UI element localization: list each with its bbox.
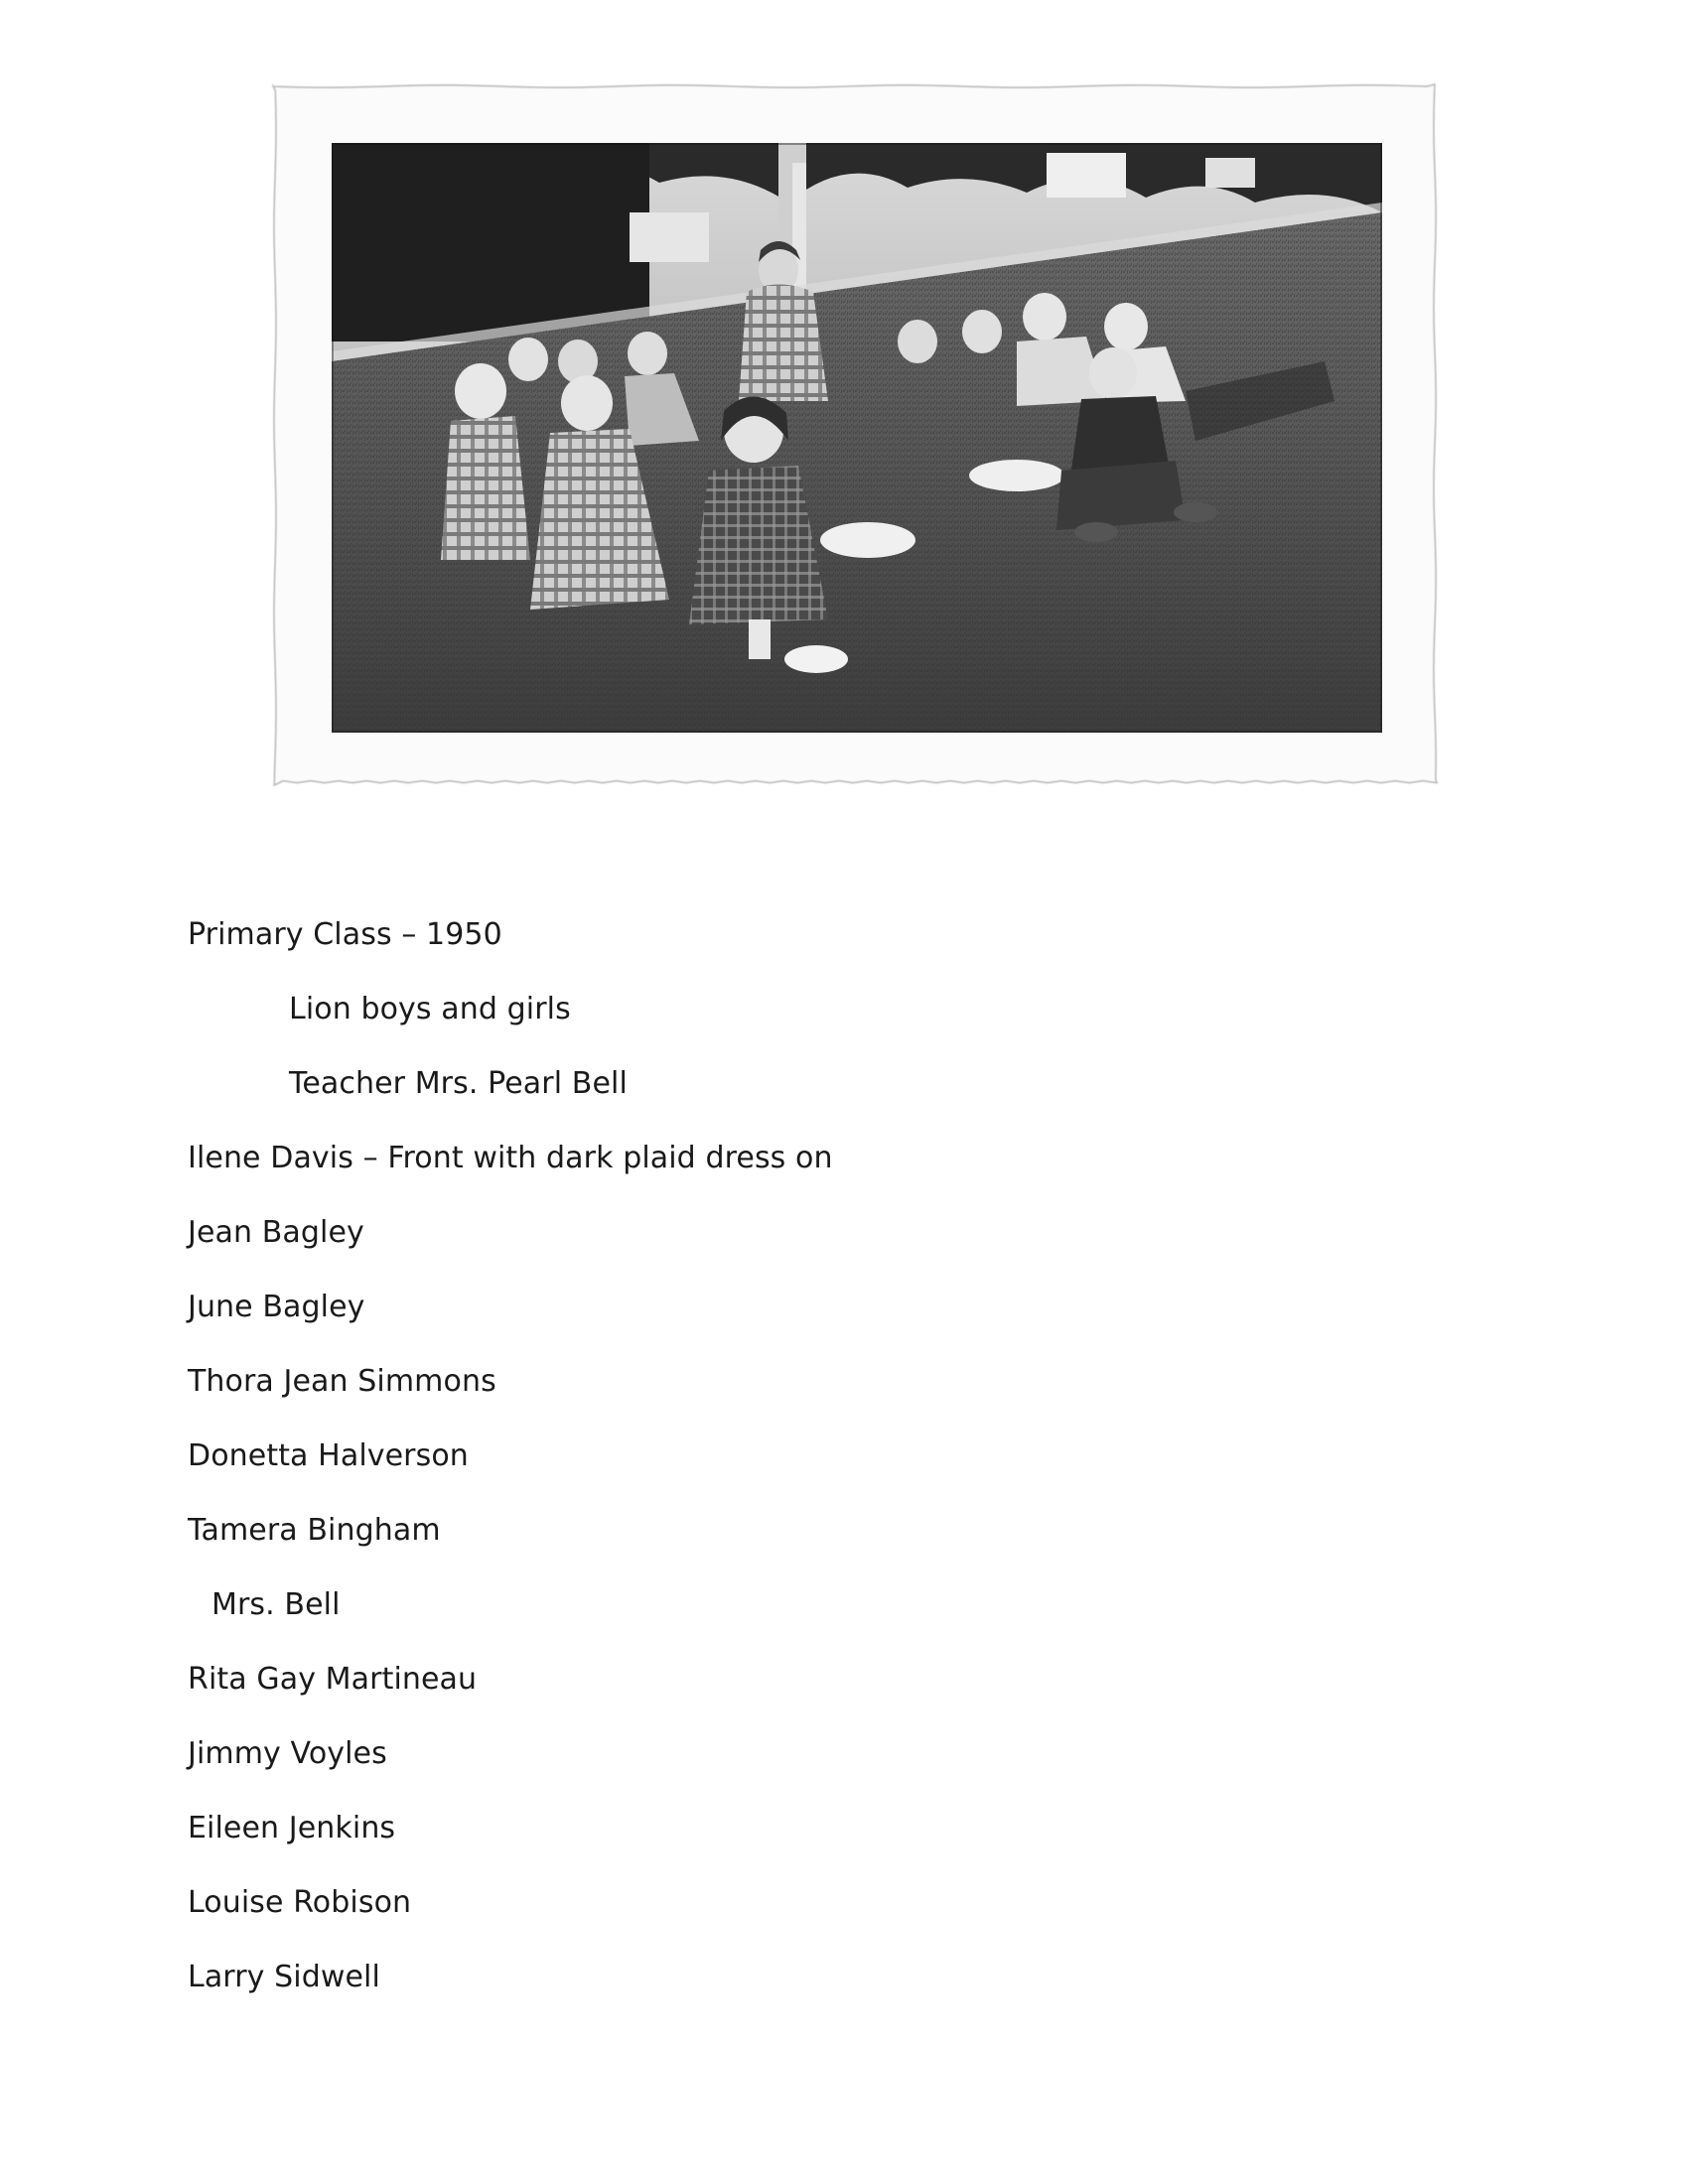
class-photo-image: [332, 143, 1382, 733]
name-line: June Bagley: [188, 1290, 365, 1324]
class-photo: [332, 143, 1382, 733]
name-line: Tamera Bingham: [188, 1513, 441, 1548]
caption-subtitle: Lion boys and girls: [289, 992, 571, 1026]
name-line: Mrs. Bell: [211, 1587, 341, 1622]
name-line: Thora Jean Simmons: [188, 1364, 496, 1399]
caption-teacher: Teacher Mrs. Pearl Bell: [289, 1066, 628, 1101]
name-line: Jimmy Voyles: [188, 1736, 387, 1771]
name-line: Donetta Halverson: [188, 1438, 469, 1473]
name-line: Larry Sidwell: [188, 1960, 380, 1994]
name-line: Eileen Jenkins: [188, 1811, 396, 1845]
photo-print: [270, 81, 1440, 788]
name-line: Ilene Davis – Front with dark plaid dress on: [188, 1141, 833, 1175]
name-line: Louise Robison: [188, 1885, 412, 1920]
name-line: Jean Bagley: [188, 1215, 364, 1250]
caption-title: Primary Class – 1950: [188, 917, 502, 952]
name-line: Rita Gay Martineau: [188, 1662, 478, 1697]
